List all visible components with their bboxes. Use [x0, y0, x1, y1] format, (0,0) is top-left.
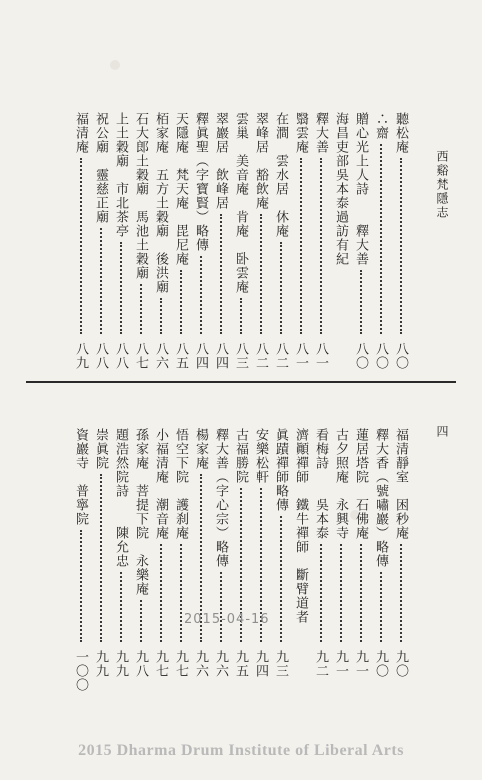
toc-entry-title: 翠巖居 飲峰居: [213, 112, 228, 210]
page-ref-number: 八八: [93, 342, 108, 370]
leader-dots: [380, 572, 382, 642]
toc-entry-title: 栢家庵 五方土穀廟 後洪廟: [153, 112, 168, 294]
toc-entry-title: 濟顚禪師 鐵牛禪師 斷臂道者: [293, 428, 308, 624]
toc-entry-title: 蓮居塔院 石佛庵: [353, 428, 368, 540]
toc-entry-title: 眞蹟禪師略傳: [273, 428, 288, 512]
toc-entry-title: 資巖寺 普寧院: [73, 428, 88, 526]
running-header: 西谿梵隱志: [435, 150, 449, 220]
toc-entry-title: 雲巢 美音庵 肯庵 卧雲庵: [233, 112, 248, 294]
leader-dots: [120, 242, 122, 334]
page-ref-number: 八五: [173, 342, 188, 370]
leader-dots: [200, 256, 202, 334]
page-ref-number: 八二: [253, 342, 268, 370]
page-ref-number: 九五: [233, 650, 248, 678]
toc-entry-title: 釋眞聖（字寶賢）略傳: [193, 112, 208, 252]
page-ref-number: 八九: [73, 342, 88, 370]
page-ref-number: 八七: [133, 342, 148, 370]
page-ref-number: 九六: [193, 650, 208, 678]
page-ref-number: 八一: [293, 342, 308, 370]
toc-entry-title: ∴齋: [373, 112, 388, 140]
toc-entry-title: 贈心光上人詩 釋大善: [353, 112, 368, 266]
toc-entry-title: 小福清庵 潮音庵: [153, 428, 168, 540]
toc-entry-title: 福清靜室 困秒庵: [393, 428, 408, 540]
page-ref-number: 九七: [173, 650, 188, 678]
page-ref-number: 九九: [113, 650, 128, 678]
toc-entry-title: 海昌吏部吳本泰過訪有紀: [333, 112, 348, 266]
leader-dots: [100, 474, 102, 642]
page-ref-number: 九七: [153, 650, 168, 678]
leader-dots: [220, 572, 222, 642]
toc-entry-title: 天隱庵 梵天庵 毘尼庵: [173, 112, 188, 266]
leader-dots: [100, 228, 102, 334]
page-ref-number: 九九: [93, 650, 108, 678]
toc-entry-title: 悟空下院 護刹庵: [173, 428, 188, 540]
page-ref-number: 八三: [233, 342, 248, 370]
leader-dots: [140, 600, 142, 642]
date-stamp: 2015-04-16: [184, 612, 270, 627]
leader-dots: [80, 530, 82, 642]
page-ref-number: 九二: [313, 650, 328, 678]
leader-dots: [320, 158, 322, 334]
page-ref-number: 八〇: [393, 342, 408, 370]
leader-dots: [280, 242, 282, 334]
leader-dots: [360, 270, 362, 334]
leader-dots: [220, 214, 222, 334]
leader-dots: [160, 298, 162, 334]
leader-dots: [160, 544, 162, 642]
leader-dots: [400, 158, 402, 334]
toc-entry-title: 石大郎土穀廟 馬池土穀廟: [133, 112, 148, 280]
page-ref-number: 九一: [353, 650, 368, 678]
leader-dots: [80, 158, 82, 334]
page-ref-number: 九六: [213, 650, 228, 678]
toc-entry-title: 上土穀廟 市北茶亭: [113, 112, 128, 238]
leader-dots: [380, 144, 382, 334]
page-ref-number: 九〇: [393, 650, 408, 678]
page-ref-number: 九〇: [373, 650, 388, 678]
institution-watermark: 2015 Dharma Drum Institute of Liberal Arts: [78, 742, 404, 759]
page-ref-number: 九三: [273, 650, 288, 678]
leader-dots: [340, 544, 342, 642]
page-ref-number: 八六: [153, 342, 168, 370]
page-ref-number: 八四: [213, 342, 228, 370]
leader-dots: [120, 572, 122, 642]
leader-dots: [400, 544, 402, 642]
toc-entry-title: 祝公廟 靈慈正廟: [93, 112, 108, 224]
leader-dots: [140, 284, 142, 334]
toc-entry-title: 孫家庵 菩提下院 永樂庵: [133, 428, 148, 596]
toc-entry-title: 福清庵: [73, 112, 88, 154]
toc-entry-title: 古福勝院: [233, 428, 248, 484]
toc-entry-title: 釋大善（字心宗）略傳: [213, 428, 228, 568]
toc-entry-title: 在澗 雲水居 休庵: [273, 112, 288, 238]
page-ref-number: 八〇: [353, 342, 368, 370]
page-ref-number: 八二: [273, 342, 288, 370]
paper-spot: [110, 60, 120, 70]
leader-dots: [260, 214, 262, 334]
toc-entry-title: 釋大香（號嘯巖）略傳: [373, 428, 388, 568]
page-number: 四: [435, 425, 449, 438]
page-ref-number: 九八: [133, 650, 148, 678]
page-ref-number: 八八: [113, 342, 128, 370]
page-ref-number: 八一: [313, 342, 328, 370]
page-ref-number: 九四: [253, 650, 268, 678]
leader-dots: [360, 544, 362, 642]
toc-entry-title: 釋大善: [313, 112, 328, 154]
toc-entry-title: 聽松庵: [393, 112, 408, 154]
toc-entry-title: 崇眞院: [93, 428, 108, 470]
page-ref-number: 一〇〇: [73, 650, 88, 692]
leader-dots: [180, 270, 182, 334]
toc-entry-title: 翠峰居 豁飲庵: [253, 112, 268, 210]
leader-dots: [240, 298, 242, 334]
leader-dots: [280, 516, 282, 642]
toc-entry-title: 看梅詩 吳本泰: [313, 428, 328, 540]
page-ref-number: 九一: [333, 650, 348, 678]
leader-dots: [180, 544, 182, 642]
section-divider: [26, 381, 456, 383]
toc-entry-title: 安樂松軒: [253, 428, 268, 484]
toc-entry-title: 翳雲庵: [293, 112, 308, 154]
page-ref-number: 八〇: [373, 342, 388, 370]
toc-entry-title: 楊家庵: [193, 428, 208, 470]
leader-dots: [320, 544, 322, 642]
page-ref-number: 八四: [193, 342, 208, 370]
toc-entry-title: 題浩然院詩 陳允忠: [113, 428, 128, 568]
toc-entry-title: 古夕照庵 永興寺: [333, 428, 348, 540]
leader-dots: [300, 158, 302, 334]
